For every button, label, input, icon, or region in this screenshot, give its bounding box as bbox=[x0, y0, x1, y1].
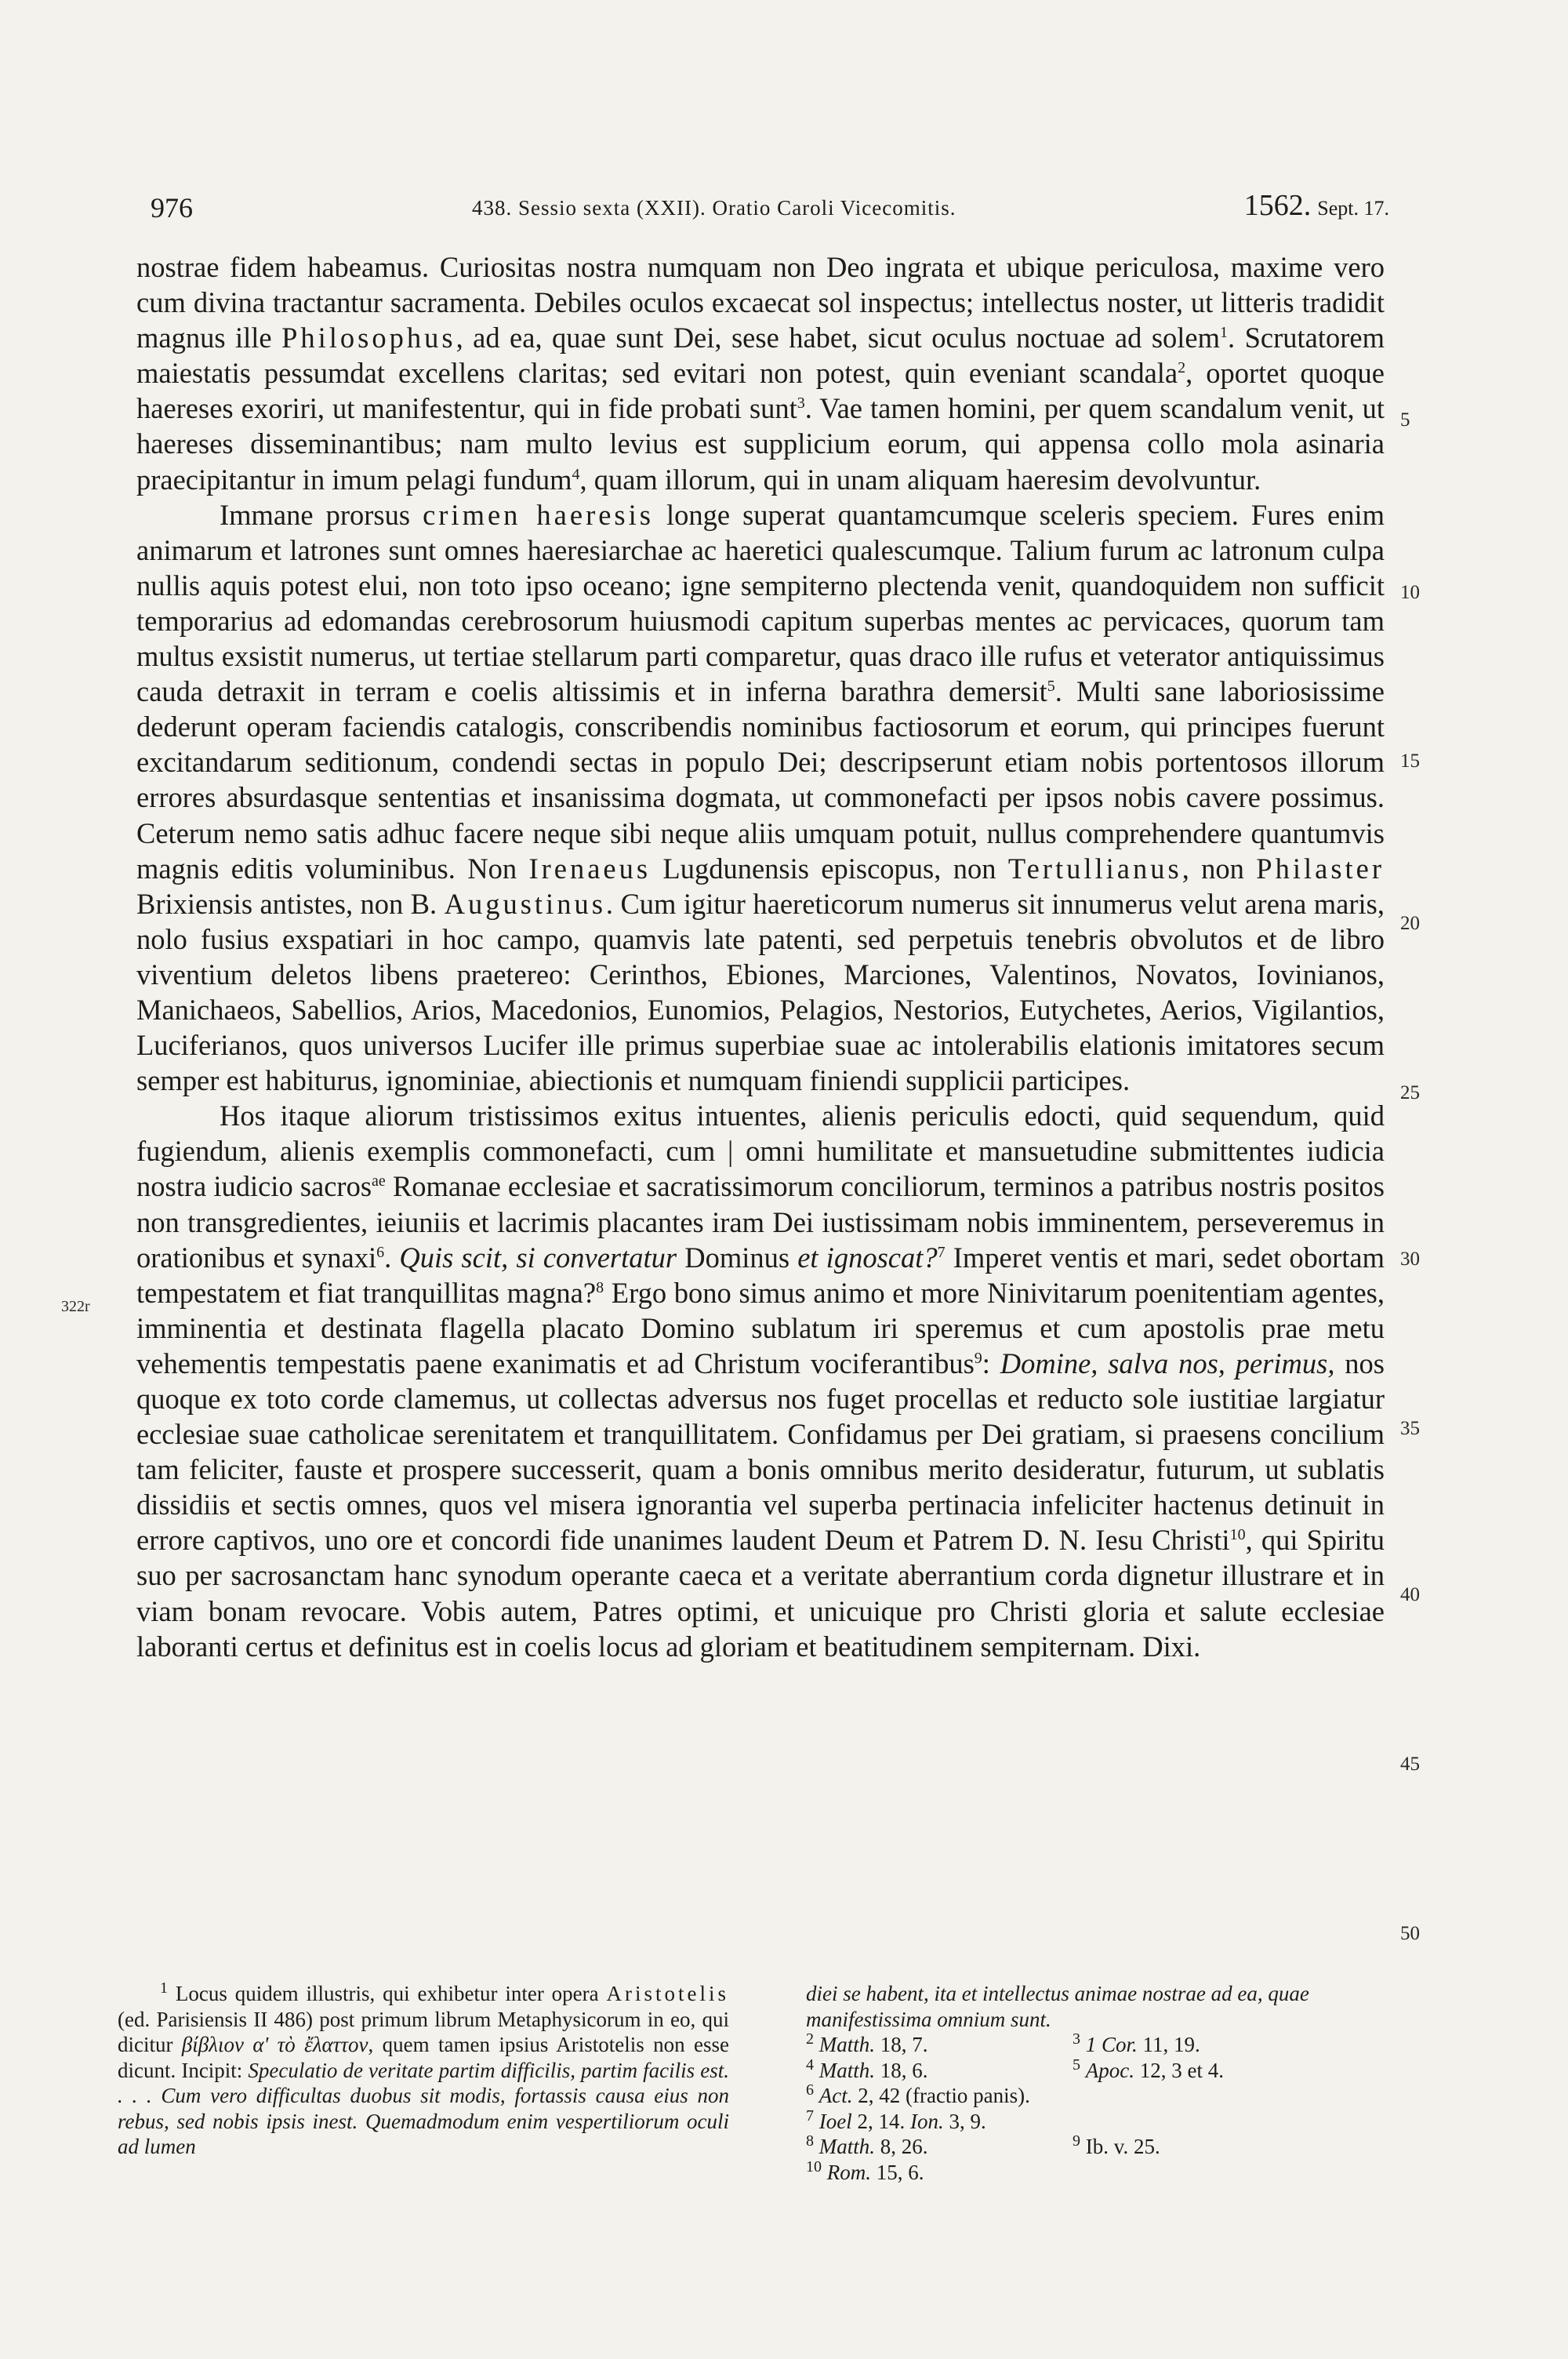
footnote-number: 2 bbox=[806, 2030, 814, 2048]
text-run: : bbox=[982, 1347, 1000, 1379]
greek-title: βίβλιον α' τὸ ἔλαττον bbox=[181, 2033, 368, 2056]
text-run: longe superat quantamcumque sceleris speciem. Fures enim animarum et latrones sunt omnes haeresiarchae ac haeretici qualescumque. Talium furum ac latronum culpa nullis aquis potest elui, non toto ipso oceano; igne sempiterno plectenda venit, quandoquidem non sufficit temporarius ad edomandas cerebrosorum huiusmodi capitum superbas mentes ac pervicaces, quorum tam multus exsistit numerus, ut tertiae stellarum parti comparetur, quas draco ille rufus et veterator antiquissimus cauda detraxit in terram e coelis altissimis et in inferna barathra demersit bbox=[136, 498, 1385, 708]
footnote-entry bbox=[806, 2106, 1339, 2135]
text-run: Romanae ecclesiae et sacratissimorum conciliorum, terminos a patribus nostris positos non transgredientes, ieiuniis et lacrimis placantes iram Dei iustissimam nobis imminentem, perseveremus in orationibus et synaxi bbox=[136, 1170, 1385, 1274]
footnote-entry bbox=[806, 2083, 1339, 2109]
footnote-number: 1 bbox=[160, 1979, 168, 1997]
text-run: , qui Spiritu suo per sacrosanctam hanc synodum operante caeca et a veritate aberrantium corda dignetur illustrare et in viam bonam revocare. Vobis autem, Patres optimi, et unicuique pro Christi gloria et salute ecclesiae laboranti certus et definitus est in coelis locus ad gloriam et beatitudinem sempiternam. Dixi. bbox=[136, 1524, 1385, 1663]
footnote-marker: 7 bbox=[937, 1243, 946, 1261]
footnote-marker: 6 bbox=[376, 1243, 385, 1261]
text-run: Locus quidem illustris, qui exhibetur inter opera bbox=[175, 1982, 607, 2005]
footnote-entry bbox=[1073, 2134, 1339, 2160]
text-run: , oportet quoque haereses exoriri, ut manifestentur, qui in fide probati sunt bbox=[136, 357, 1385, 425]
line-number: 30 bbox=[1400, 1249, 1420, 1270]
footnote-entry bbox=[806, 2055, 1073, 2084]
footnote-1-continued bbox=[806, 1981, 1370, 2032]
text-run: . Cum igitur haereticorum numerus sit innumerus velut arena maris, nolo fusius exspatiari in hoc campo, quamvis late patenti, sed perpetuis tenebris obvolutos et de libro viventium deletos libens praetereo: Cerinthos, Ebiones, Marciones, Valentinos, Novatos, Iovinianos, Manichaeos, Sabellios, Arios, Macedonios, Eunomios, Pelagios, Nestorios, Eutychetes, Aerios, Vigilantios, Luciferianos, quos universos Lucifer ille primus superbiae suae ac intolerabilis elationis imitatores secum semper est habiturus, ignominiae, abiectionis et numquam finiendi supplicii participes. bbox=[136, 887, 1385, 1097]
text-run: nos quoque ex toto corde clamemus, ut collectas adversus nos fuget procellas et reducto sole iustitiae largiatur ecclesiae suae catholicae serenitatem et tranquillitatem. Confidamus per Dei gratiam, si praesens concilium tam feliciter, fauste et prospere successerit, quam a bonis omnibus merito desideratur, futurum, ut sublatis dissidiis et sectis omnes, quos vel misera ignorantia vel superba pertinacia infeliciter hactenus detinuit in errore captivos, uno ore et concordi fide unanimes laudent Deum et Patrem D. N. Iesu Christi bbox=[136, 1347, 1385, 1557]
footnote-marker: 3 bbox=[797, 394, 805, 413]
footnote-loc: 2, 14. bbox=[851, 2109, 910, 2133]
footnote-loc: 3, 9. bbox=[943, 2109, 986, 2133]
footnote-number: 4 bbox=[806, 2055, 814, 2074]
footnote-number: 3 bbox=[1073, 2030, 1080, 2048]
spaced-term: crimen haeresis bbox=[423, 498, 654, 531]
footnote-entry bbox=[806, 2157, 1073, 2186]
line-number: 45 bbox=[1400, 1754, 1420, 1775]
line-number: 40 bbox=[1400, 1584, 1420, 1605]
line-number: 10 bbox=[1400, 582, 1420, 603]
line-number: 35 bbox=[1400, 1418, 1420, 1439]
footnote-marker: 4 bbox=[572, 465, 580, 483]
header-date bbox=[1244, 188, 1389, 223]
footnote-ref: 1 Cor. bbox=[1085, 2033, 1138, 2056]
footnote-marker: 8 bbox=[596, 1278, 604, 1296]
footnote-number: 8 bbox=[806, 2132, 814, 2150]
footnote-marker: 1 bbox=[1220, 324, 1229, 342]
footnote-ref: Matth. bbox=[818, 2033, 875, 2056]
footnote-row bbox=[806, 2134, 1370, 2160]
text-run: . Scrutatorem maiestatis pessumdat excellens claritas; sed evitari non potest, quin eveniant scandala bbox=[136, 322, 1385, 390]
footnote-loc: 18, 6. bbox=[875, 2058, 928, 2082]
footnote-number: 9 bbox=[1073, 2132, 1080, 2150]
text-run: , quam illorum, qui in unam aliquam haeresim devolvuntur. bbox=[579, 463, 1261, 496]
text-run: (ed. Parisiensis II 486) post primum librum Metaphysicorum in eo, qui dicitur bbox=[118, 2007, 729, 2056]
footnote-loc: 15, 6. bbox=[871, 2160, 924, 2184]
line-number: 5 bbox=[1400, 409, 1410, 431]
footnote-loc: 8, 26. bbox=[875, 2135, 928, 2158]
text-run: Lugdunensis episcopus, non bbox=[651, 852, 1008, 885]
text-run: Hos itaque aliorum tristissimos exitus intuentes, alienis periculis edocti, quid sequendum, quid fugiendum, alienis exemplis commonefacti, cum | omni humilitate et mansuetudine submittentes iudicia nostra iudicio sacros bbox=[136, 1100, 1385, 1203]
running-title: 438. Sessio sexta (XXII). Oratio Caroli Vicecomitis. bbox=[472, 196, 956, 220]
italic-quote: Domine, salva nos, perimus, bbox=[1000, 1347, 1335, 1379]
text-run: Immane prorsus bbox=[220, 498, 423, 531]
page-number: 976 bbox=[151, 192, 193, 224]
footnote-row bbox=[806, 2083, 1370, 2109]
footnote-marker: 5 bbox=[1047, 677, 1055, 695]
spaced-name: Philosophus bbox=[281, 322, 456, 354]
footnote-row bbox=[806, 2055, 1370, 2084]
text-run: Imperet ventis et mari, sedet obortam tempestatem et fiat tranquillitas magna? bbox=[136, 1241, 1385, 1309]
line-number: 25 bbox=[1400, 1082, 1420, 1103]
spaced-name: Philaster bbox=[1256, 852, 1385, 885]
footnote-entry bbox=[1073, 2055, 1339, 2084]
line-number: 15 bbox=[1400, 751, 1420, 772]
footnote-entry bbox=[806, 2032, 1073, 2058]
running-header bbox=[151, 187, 1389, 234]
footnote-1 bbox=[118, 1981, 729, 2160]
text-run: . Multi sane laboriosissime dederunt operam faciendis catalogis, conscribendis nominibus factiosorum et eorum, qui principes fuerunt excitandarum seditionum, condendi sectas in populo Dei; descripserunt etiam nobis portentosos illorum errores absurdasque sententias et insanissima dogmata, ut commonefacti per ipsos nobis cavere possimus. Ceterum nemo satis adhuc facere neque sibi neque aliis umquam potuit, nullus comprehendere quantumvis magnis editis voluminibus. Non bbox=[136, 675, 1385, 885]
footnote-marker: 9 bbox=[974, 1349, 982, 1367]
spaced-name: Irenaeus bbox=[528, 852, 652, 885]
footnote-number: 10 bbox=[806, 2157, 822, 2175]
footnote-row bbox=[806, 2106, 1370, 2135]
footnote-loc: 18, 7. bbox=[875, 2033, 928, 2056]
footnote-ref: Ion. bbox=[909, 2109, 944, 2133]
text-run: , non bbox=[1181, 852, 1257, 885]
footnotes-right-column bbox=[806, 1981, 1370, 2185]
line-number: 50 bbox=[1400, 1923, 1420, 1944]
footnote-number: 6 bbox=[806, 2081, 814, 2099]
text-run: Ergo bono simus animo et more Ninivitarum poenitentiam agentes, imminentia et destinata flagella placato Domino sublatum iri speremus et cum apostolis prae metu vehementis tempestatis paene exanimatis et ad Christum vociferantibus bbox=[136, 1276, 1385, 1379]
paragraph-3 bbox=[136, 1098, 1385, 1664]
footnote-number: 5 bbox=[1073, 2055, 1080, 2074]
footnote-ref: Matth. bbox=[818, 2058, 875, 2082]
main-text bbox=[136, 249, 1385, 1664]
footnote-row bbox=[806, 2157, 1370, 2186]
text-run: Brixiensis antistes, non B. bbox=[136, 887, 445, 920]
footnote-loc: 12, 3 et 4. bbox=[1134, 2058, 1224, 2082]
text-run: , ad ea, quae sunt Dei, sese habet, sicut oculus noctuae ad solem bbox=[456, 322, 1221, 354]
footnote-loc: 2, 42 (fractio panis). bbox=[852, 2084, 1030, 2107]
folio-margin-note: 322r bbox=[61, 1298, 90, 1315]
italic-quote: diei se habent, ita et intellectus animae nostrae ad ea, quae manifestissima omnium sunt. bbox=[806, 1982, 1309, 2031]
paragraph-2 bbox=[136, 497, 1385, 1099]
footnote-entry bbox=[806, 2134, 1073, 2160]
abbreviation-superscript: ae bbox=[372, 1172, 386, 1190]
footnote-ref: Ioel bbox=[818, 2109, 852, 2133]
spaced-name: Augustinus bbox=[444, 887, 606, 920]
text-run: . Vae tamen homini, per quem scandalum venit, ut haereses disseminantibus; nam multo levius est supplicium eorum, qui appensa collo mola asinaria praecipitantur in imum pelagi fundum bbox=[136, 392, 1385, 496]
footnote-ref: Act. bbox=[818, 2084, 853, 2107]
header-day: Sept. 17. bbox=[1317, 197, 1389, 220]
italic-quote: Speculatio de veritate partim difficilis, partim facilis est. . . . Cum vero difficultas duobus sit modis, fortassis causa eius non rebus, sed nobis ipsis inest. Quemadmodum enim vespertiliorum oculi ad lumen bbox=[118, 2058, 729, 2158]
footnote-loc: 11, 19. bbox=[1137, 2033, 1200, 2056]
footnote-number: 7 bbox=[806, 2106, 814, 2125]
text-run: . bbox=[384, 1241, 400, 1274]
header-year: 1562. bbox=[1243, 189, 1312, 222]
footnote-loc: Ib. v. 25. bbox=[1085, 2135, 1160, 2158]
footnote-marker: 10 bbox=[1229, 1526, 1246, 1544]
spaced-name: Tertullianus bbox=[1007, 852, 1182, 885]
paragraph-1 bbox=[136, 249, 1385, 497]
italic-quote: et ignoscat? bbox=[797, 1241, 938, 1274]
text-run: , quem tamen ipsius Aristotelis non esse dicunt. Incipit: bbox=[118, 2033, 729, 2082]
text-run: Dominus bbox=[677, 1241, 798, 1274]
text-run: nostrae fidem habeamus. Curiositas nostra numquam non Deo ingrata et ubique periculosa, maxime vero cum divina tractantur sacramenta. Debiles oculos excaecat sol inspectus; intellectus noster, ut litteris tradidit magnus ille bbox=[136, 251, 1385, 354]
footnote-ref: Rom. bbox=[826, 2160, 871, 2184]
footnote-row bbox=[806, 2032, 1370, 2058]
spaced-name: Aristotelis bbox=[606, 1982, 729, 2005]
italic-quote: Quis scit, si convertatur bbox=[399, 1241, 677, 1274]
footnote-marker: 2 bbox=[1178, 359, 1186, 377]
footnote-entry bbox=[1073, 2032, 1339, 2058]
line-number: 20 bbox=[1400, 913, 1420, 934]
footnote-ref: Apoc. bbox=[1085, 2058, 1134, 2082]
footnote-ref: Matth. bbox=[818, 2135, 875, 2158]
